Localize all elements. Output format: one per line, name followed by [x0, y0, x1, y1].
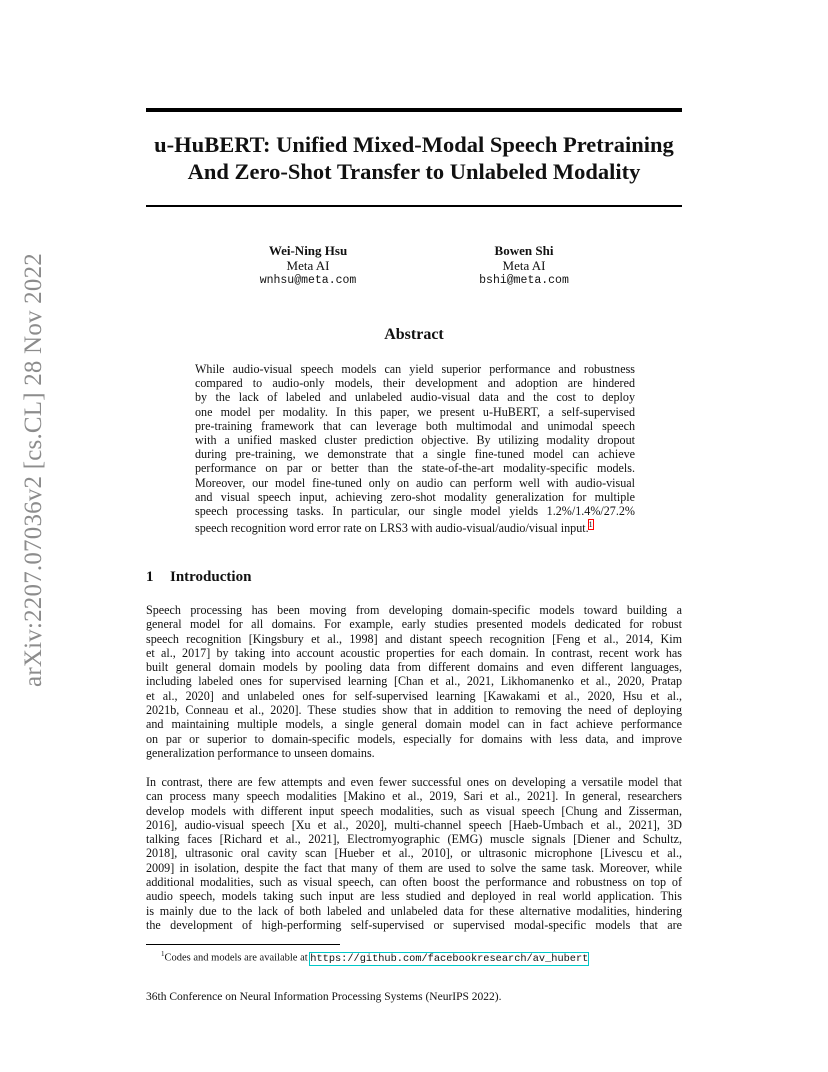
body-line: additional modalities, such as visual speech, can often boost the performance and robustness on top of: [146, 875, 682, 890]
abstract-line: by the lack of labeled and unlabeled audio-visual data and the cost to deploy: [195, 390, 635, 405]
body-line: In contrast, there are few attempts and even fewer successful ones on developing a versatile model that: [146, 775, 682, 789]
section-title: Introduction: [170, 569, 252, 585]
section-number: 1: [146, 569, 154, 585]
author-name: Bowen Shi: [494, 243, 554, 258]
body-line: et al., 2017] by taking into account acoustic properties for each domain. In contrast, recent work has: [146, 645, 682, 660]
intro-paragraph-2: [146, 775, 682, 932]
abstract-line: with a unified masked cluster prediction objective. By utilizing modality dropout: [195, 433, 635, 448]
body-line: develop models with different input speech modalities, such as visual speech [Chung and Zisserman,: [146, 803, 682, 818]
abstract-line: during pre-training, we demonstrate that a single fine-tuned model can achieve: [195, 447, 635, 462]
body-line: can process many speech modalities [Makino et al., 2019, Sari et al., 2021]. In general, researchers: [146, 789, 682, 804]
body-line: is mainly due to the lack of both labeled and unlabeled data for these alternative modalities, hindering: [146, 903, 682, 918]
footnote: [161, 950, 588, 965]
body-line: including labeled ones for supervised learning [Chan et al., 2021, Likhomanenko et al., 2020, Pratap: [146, 674, 682, 689]
abstract-line: one model per modality. In this paper, we present u-HuBERT, a self-supervised: [195, 404, 635, 419]
author-affiliation: Meta AI: [502, 258, 546, 273]
body-line: general model for all domains. For example, early studies presented models dedicated for robust: [146, 617, 682, 632]
body-line: et al., 2020] and unlabeled ones for self-supervised learning [Kawakami et al., 2020, Hsu et al.,: [146, 688, 682, 703]
section-heading: [146, 569, 251, 586]
body-line: audio speech, models taking such input are less studied and deployed in real world application. This: [146, 889, 682, 904]
body-line: the development of high-performing self-supervised or supervised modal-specific models that are: [146, 917, 682, 932]
abstract-line: speech processing tasks. In particular, our single model yields 1.2%/1.4%/27.2%: [195, 504, 635, 519]
arxiv-stamp: [16, 0, 56, 1072]
body-line: 2016], audio-visual speech [Xu et al., 2020], multi-channel speech [Haeb-Umbach et al., 2021], 3D: [146, 817, 682, 832]
body-line: built general domain models by pooling data from different domains and even different languages,: [146, 660, 682, 675]
abstract-line: performance on par or better than the state-of-the-art modality-specific models.: [195, 461, 635, 476]
footnote-text: Codes and models are available at: [164, 952, 311, 964]
body-line: Speech processing has been moving from developing domain-specific models toward building a: [146, 603, 682, 617]
body-line: talking faces [Richard et al., 2021], Electromyographic (EMG) muscle signals [Diener and Schultz,: [146, 832, 682, 847]
venue-note: 36th Conference on Neural Information Processing Systems (NeurIPS 2022).: [146, 991, 502, 1003]
author-email[interactable]: bshi@meta.com: [479, 274, 569, 287]
paper-title: [140, 131, 688, 185]
arxiv-id[interactable]: arXiv:2207.07036v2 [cs.CL] 28 Nov 2022: [20, 253, 47, 687]
author-block: [238, 243, 378, 288]
body-line: 2018], ultrasonic oral cavity scan [Hueber et al., 2010], or ultrasonic microphone [Livescu et al.,: [146, 846, 682, 861]
intro-paragraph-1: [146, 603, 682, 760]
body-line: and maintaining multiple models, a single general domain model can in fact achieve performance: [146, 717, 682, 732]
abstract-line: While audio-visual speech models can yield superior performance and robustness: [195, 362, 635, 376]
title-top-rule: [146, 108, 682, 112]
body-line: generalization performance to unseen domains.: [146, 745, 375, 760]
footnote-marker: 1: [161, 950, 165, 958]
abstract-line: compared to audio-only models, their development and adoption are hindered: [195, 376, 635, 391]
footnote-rule: [146, 944, 340, 945]
abstract-last-line: [195, 518, 635, 535]
body-line: 2009] in isolation, despite the fact that many of them are used to solve the same task. Moreover, while: [146, 860, 682, 875]
abstract-line: and visual speech input, achieving zero-shot modality generalization for multiple: [195, 489, 635, 504]
author-email[interactable]: wnhsu@meta.com: [259, 274, 357, 287]
body-line: on par or superior to domain-specific models, especially for domains with less data, and improve: [146, 731, 682, 746]
title-line: And Zero-Shot Transfer to Unlabeled Modality: [187, 159, 641, 184]
author-name: Wei-Ning Hsu: [268, 243, 348, 258]
body-line: 2021b, Conneau et al., 2020]. These studies show that in addition to removing the need of deploying: [146, 703, 682, 718]
abstract-heading: Abstract: [384, 326, 444, 343]
body-line: speech recognition [Kingsbury et al., 1998] and distant speech recognition [Feng et al., 2014, Kim: [146, 631, 682, 646]
abstract-line-text: speech recognition word error rate on LRS3 with audio-visual/audio/visual input.: [195, 521, 589, 536]
abstract-line: Moreover, our model fine-tuned only on audio can perform well with audio-visual: [195, 475, 635, 490]
author-affiliation: Meta AI: [286, 258, 330, 273]
abstract-line: pre-training framework that can leverage both multimodal and unimodal speech: [195, 418, 635, 433]
author-block: [454, 243, 594, 288]
title-bottom-rule: [146, 205, 682, 207]
footnote-link[interactable]: 1: [588, 520, 593, 530]
title-line: u-HuBERT: Unified Mixed-Modal Speech Pretraining: [154, 132, 674, 157]
abstract-body: [195, 362, 635, 535]
code-url-link[interactable]: https://github.com/facebookresearch/av_hubert: [310, 952, 589, 965]
